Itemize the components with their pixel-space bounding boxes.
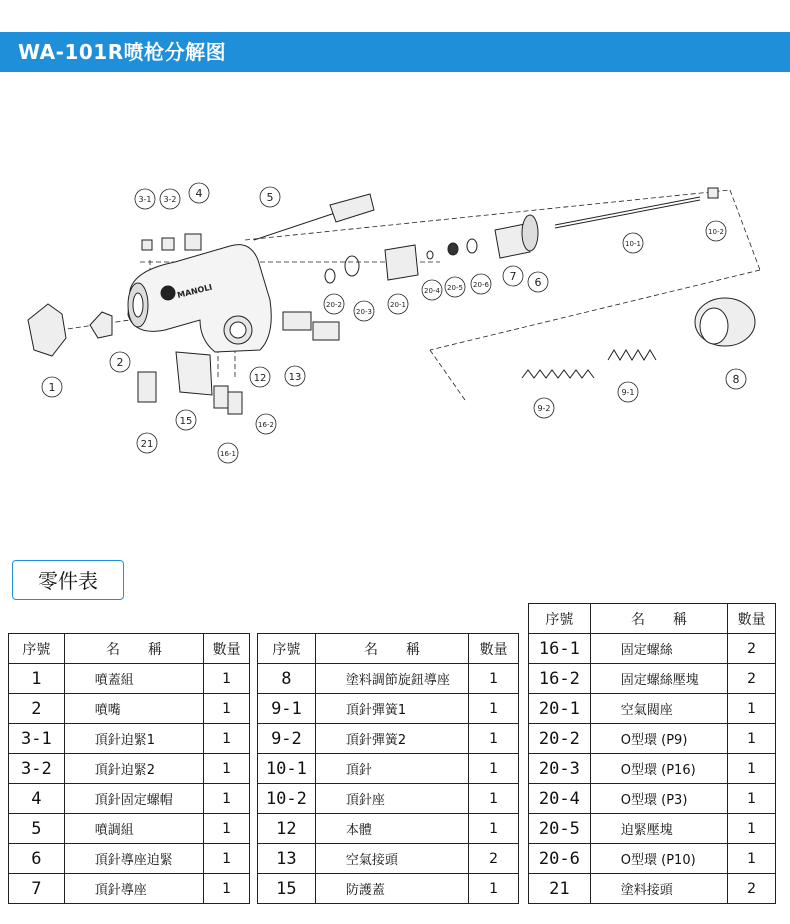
- part-number: 2: [9, 694, 65, 724]
- table-row: [258, 664, 519, 694]
- part-name: O型環 (P3): [590, 784, 727, 814]
- part-name: 頂針: [315, 754, 468, 784]
- svg-text:7: 7: [509, 270, 517, 283]
- col-number: 序號: [258, 634, 316, 664]
- gun-body: [128, 245, 271, 352]
- part-name: 頂針固定螺帽: [64, 784, 203, 814]
- table-row: [258, 724, 519, 754]
- part-name: 頂針導座迫緊: [64, 844, 203, 874]
- col-name: 名 稱: [590, 604, 727, 634]
- col-number: 序號: [529, 604, 591, 634]
- callout-10-2: [706, 221, 726, 241]
- svg-text:20-4: 20-4: [424, 287, 440, 295]
- part-name: 空氣閥座: [590, 694, 727, 724]
- part-number: 13: [258, 844, 316, 874]
- parts-list-label: 零件表: [12, 560, 124, 600]
- part-qty: 2: [728, 664, 776, 694]
- svg-text:20-1: 20-1: [390, 301, 406, 309]
- part-name: 頂針彈簧2: [315, 724, 468, 754]
- parts-table-3: [528, 603, 776, 904]
- callout-20-5: [445, 277, 465, 297]
- callout-10-1: [623, 233, 643, 253]
- table-row: [529, 754, 776, 784]
- part-qty: 1: [469, 724, 519, 754]
- part-number: 20-4: [529, 784, 591, 814]
- table-row: [529, 724, 776, 754]
- part-number: 20-3: [529, 754, 591, 784]
- part-number: 9-2: [258, 724, 316, 754]
- table-row: [258, 814, 519, 844]
- table-row: [9, 754, 250, 784]
- col-name: 名 稱: [315, 634, 468, 664]
- part-name: 頂針導座: [64, 874, 203, 904]
- part-number: 16-2: [529, 664, 591, 694]
- callout-8: [726, 369, 746, 389]
- callout-5: [260, 187, 280, 207]
- part-qty: 1: [204, 664, 250, 694]
- part-number: 16-1: [529, 634, 591, 664]
- callout-20-6: [471, 274, 491, 294]
- svg-text:5: 5: [266, 191, 274, 204]
- part-qty: 2: [469, 844, 519, 874]
- col-qty: 數量: [204, 634, 250, 664]
- part-name: 本體: [315, 814, 468, 844]
- svg-text:9-2: 9-2: [537, 404, 551, 413]
- svg-text:20-3: 20-3: [356, 308, 372, 316]
- part-name: 頂針彈簧1: [315, 694, 468, 724]
- callout-4: [189, 183, 209, 203]
- part-name: O型環 (P10): [590, 844, 727, 874]
- svg-text:10-2: 10-2: [708, 228, 724, 236]
- part-qty: 1: [204, 694, 250, 724]
- table-row: [9, 844, 250, 874]
- table-row: [9, 694, 250, 724]
- part-number: 6: [9, 844, 65, 874]
- table-header: [258, 634, 519, 664]
- table-row: [529, 694, 776, 724]
- col-qty: 數量: [469, 634, 519, 664]
- parts-table-1: [8, 633, 250, 904]
- part-qty: 1: [204, 874, 250, 904]
- svg-text:4: 4: [195, 187, 203, 200]
- part-name: 頂針迫緊1: [64, 724, 203, 754]
- callout-3-1: [135, 189, 155, 209]
- part-number: 9-1: [258, 694, 316, 724]
- callout-20-4: [422, 280, 442, 300]
- col-name: 名 稱: [64, 634, 203, 664]
- brand-logo: MANOLI: [176, 282, 214, 300]
- part-name: 塗料接頭: [590, 874, 727, 904]
- part-qty: 1: [469, 694, 519, 724]
- table-row: [258, 874, 519, 904]
- part-qty: 1: [204, 784, 250, 814]
- svg-text:20-6: 20-6: [473, 281, 489, 289]
- part-number: 20-2: [529, 724, 591, 754]
- callout-16-1: [218, 443, 238, 463]
- part-number: 3-1: [9, 724, 65, 754]
- callout-3-2: [160, 189, 180, 209]
- callout-6: [528, 272, 548, 292]
- table-row: [529, 814, 776, 844]
- part-number: 1: [9, 664, 65, 694]
- part-name: 防護蓋: [315, 874, 468, 904]
- part-name: 噴嘴: [64, 694, 203, 724]
- part-number: 7: [9, 874, 65, 904]
- part-name: 噴調組: [64, 814, 203, 844]
- part-qty: 1: [469, 664, 519, 694]
- callout-15: [176, 410, 196, 430]
- part-name: 迫緊壓塊: [590, 814, 727, 844]
- callout-1: [42, 377, 62, 397]
- table-row: [258, 844, 519, 874]
- callout-12: [250, 367, 270, 387]
- part-number: 12: [258, 814, 316, 844]
- part-qty: 1: [728, 694, 776, 724]
- table-row: [529, 874, 776, 904]
- part-number: 3-2: [9, 754, 65, 784]
- part-qty: 1: [728, 784, 776, 814]
- svg-text:1: 1: [48, 381, 56, 394]
- table-row: [9, 724, 250, 754]
- part-qty: 1: [204, 724, 250, 754]
- callout-20-1: [388, 294, 408, 314]
- table-row: [258, 694, 519, 724]
- table-row: [529, 784, 776, 814]
- callout-7: [503, 266, 523, 286]
- col-number: 序號: [9, 634, 65, 664]
- part-qty: 1: [728, 844, 776, 874]
- svg-text:15: 15: [179, 416, 193, 427]
- callout-21: [137, 433, 157, 453]
- part-qty: 1: [728, 814, 776, 844]
- part-name: 固定螺絲: [590, 634, 727, 664]
- part-name: O型環 (P16): [590, 754, 727, 784]
- exploded-diagram: [0, 170, 790, 470]
- svg-text:10-1: 10-1: [625, 240, 641, 248]
- part-qty: 2: [728, 634, 776, 664]
- table-row: [529, 634, 776, 664]
- part-name: 頂針迫緊2: [64, 754, 203, 784]
- part-name: 噴蓋組: [64, 664, 203, 694]
- svg-text:20-5: 20-5: [447, 284, 463, 292]
- callout-9-2: [534, 398, 554, 418]
- table-header: [9, 634, 250, 664]
- part-number: 4: [9, 784, 65, 814]
- part-number: 8: [258, 664, 316, 694]
- part-qty: 1: [469, 874, 519, 904]
- part-qty: 1: [728, 754, 776, 784]
- part-qty: 1: [469, 814, 519, 844]
- table-row: [258, 754, 519, 784]
- part-qty: 1: [204, 844, 250, 874]
- table-row: [529, 844, 776, 874]
- svg-text:6: 6: [534, 276, 542, 289]
- svg-text:16-1: 16-1: [220, 450, 236, 458]
- part-number: 5: [9, 814, 65, 844]
- part-qty: 2: [728, 874, 776, 904]
- part-number: 10-2: [258, 784, 316, 814]
- svg-text:8: 8: [732, 373, 740, 386]
- callout-9-1: [618, 382, 638, 402]
- svg-text:16-2: 16-2: [258, 421, 274, 429]
- part-qty: 1: [469, 754, 519, 784]
- svg-text:2: 2: [116, 356, 124, 369]
- callout-20-2: [324, 294, 344, 314]
- parts-table-2: [257, 633, 519, 904]
- part-name: 頂針座: [315, 784, 468, 814]
- svg-text:3-1: 3-1: [138, 195, 152, 204]
- table-header: [529, 604, 776, 634]
- table-row: [9, 784, 250, 814]
- part-qty: 1: [728, 724, 776, 754]
- callout-13: [285, 366, 305, 386]
- svg-text:3-2: 3-2: [163, 195, 177, 204]
- part-number: 20-5: [529, 814, 591, 844]
- callout-20-3: [354, 301, 374, 321]
- part-name: 固定螺絲壓塊: [590, 664, 727, 694]
- table-row: [258, 784, 519, 814]
- part-name: 塗料調節旋鈕導座: [315, 664, 468, 694]
- part-qty: 1: [204, 814, 250, 844]
- svg-text:20-2: 20-2: [326, 301, 342, 309]
- part-qty: 1: [469, 784, 519, 814]
- page-title: WA-101R喷枪分解图: [0, 32, 790, 72]
- svg-text:13: 13: [288, 372, 302, 383]
- part-number: 15: [258, 874, 316, 904]
- svg-text:21: 21: [140, 439, 154, 450]
- part-name: 空氣接頭: [315, 844, 468, 874]
- svg-text:9-1: 9-1: [621, 388, 635, 397]
- callout-2: [110, 352, 130, 372]
- table-row: [529, 664, 776, 694]
- part-number: 21: [529, 874, 591, 904]
- part-number: 20-6: [529, 844, 591, 874]
- callout-16-2: [256, 414, 276, 434]
- part-qty: 1: [204, 754, 250, 784]
- col-qty: 數量: [728, 604, 776, 634]
- part-number: 10-1: [258, 754, 316, 784]
- svg-text:12: 12: [253, 373, 267, 384]
- table-row: [9, 814, 250, 844]
- part-number: 20-1: [529, 694, 591, 724]
- part-name: O型環 (P9): [590, 724, 727, 754]
- table-row: [9, 874, 250, 904]
- table-row: [9, 664, 250, 694]
